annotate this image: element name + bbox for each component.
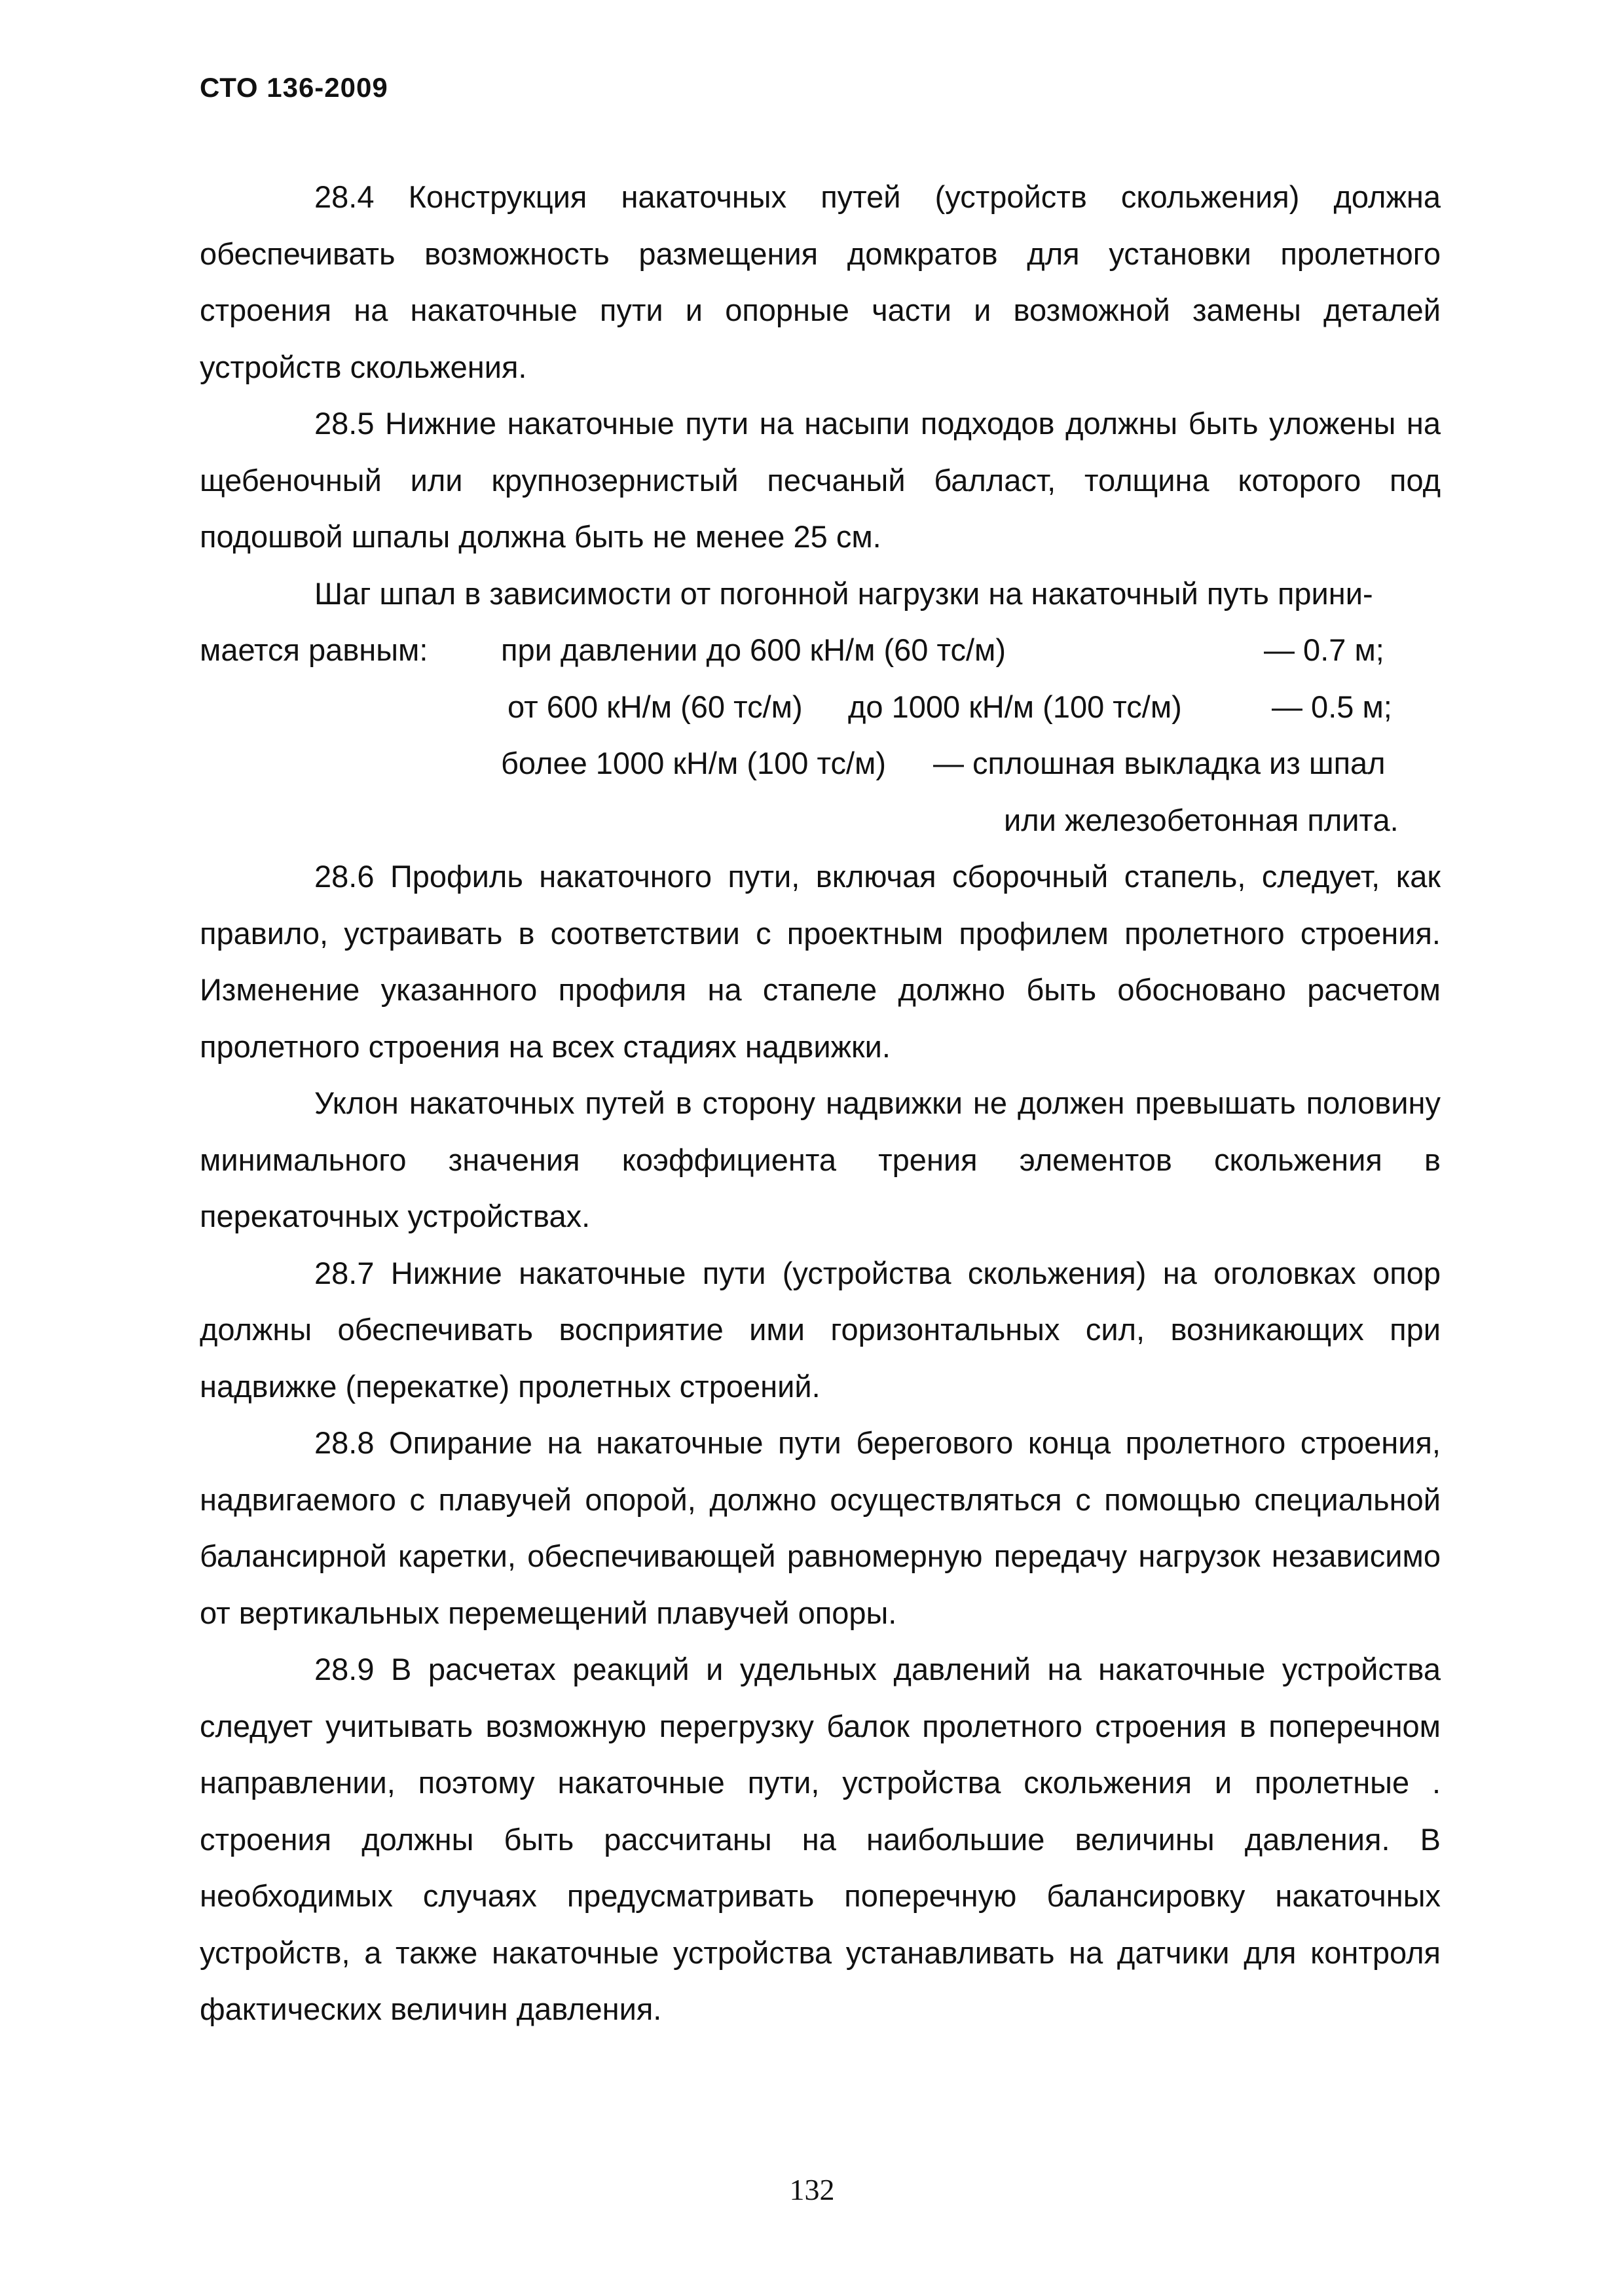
sleeper-row-3-condition: более 1000 кН/м (100 тс/м) — [501, 746, 886, 780]
sleeper-row-1 — [200, 622, 1441, 679]
page-number: 132 — [789, 2173, 835, 2206]
body-text — [200, 169, 1441, 2038]
paragraph-28-7: 28.7 Нижние накаточные пути (устройства скольжения) на оголовках опор должны обеспечивать восприятие ими горизонтальных сил, возникающих при надвижке (перекатке) пролетных строений. — [200, 1255, 1441, 1404]
sleeper-row-2-condition-a: от 600 кН/м (60 тс/м) — [507, 689, 803, 724]
sleeper-row-3 — [200, 735, 1441, 792]
sleeper-row-2-value: — 0.5 м; — [1272, 689, 1392, 724]
paragraph-28-9: 28.9 В расчетах реакций и удельных давлений на накаточные устройства следует учитывать возможную перегрузку балок пролетного строения в поперечном направлении, поэтому накаточные пути, устройства скольжения и пролетные . строения должны быть рассчитаны на наибольшие величины давления. В необходимых случаях предусматривать поперечную балансировку накаточных устройств, а также накаточные устройства устанавливать на датчики для контроля фактических величин давления. — [200, 1652, 1441, 2026]
sleeper-row-3-value: — сплошная выкладка из шпал — [933, 746, 1386, 780]
sleeper-row-4-value: или железобетонная плита. — [1004, 802, 1399, 837]
sleeper-row-1-value: — 0.7 м; — [1264, 632, 1384, 667]
document-code-header: СТО 136-2009 — [200, 72, 388, 103]
sleeper-spacing-intro: Шаг шпал в зависимости от погонной нагрузки на накаточный путь прини- — [314, 575, 1373, 611]
paragraph-28-8: 28.8 Опирание на накаточные пути берегового конца пролетного строения, надвигаемого с плавучей опорой, должно осуществляться с помощью специальной балансирной каретки, обеспечивающей равномерную передачу нагрузок независимо от вертикальных перемещений плавучей опоры. — [200, 1425, 1441, 1630]
sleeper-row-1-condition: при давлении до 600 кН/м (60 тс/м) — [501, 632, 1006, 667]
sleeper-spacing-table — [200, 622, 1441, 848]
paragraph-28-6-slope: Уклон накаточных путей в сторону надвижки не должен превышать половину минимального значения коэффициента трения элементов скольжения в перекаточных устройствах. — [200, 1085, 1441, 1233]
sleeper-row-1-lead: мается равным: — [200, 632, 428, 667]
sleeper-row-4 — [200, 792, 1441, 849]
sleeper-row-2 — [200, 679, 1441, 736]
paragraph-28-4: 28.4 Конструкция накаточных путей (устройств скольжения) должна обеспечивать возможность размещения домкратов для установки пролетного строения на накаточные пути и опорные части и возможной замены деталей устройств скольжения. — [200, 179, 1441, 384]
sleeper-row-2-condition-b: до 1000 кН/м (100 тс/м) — [848, 689, 1182, 724]
paragraph-28-5: 28.5 Нижние накаточные пути на насыпи подходов должны быть уложены на щебеночный или крупнозернистый песчаный балласт, толщина которого под подошвой шпалы должна быть не менее 25 см. — [200, 406, 1441, 554]
paragraph-28-6: 28.6 Профиль накаточного пути, включая сборочный стапель, следует, как правило, устраивать в соответствии с проектным профилем пролетного строения. Изменение указанного профиля на стапеле должно быть обосновано расчетом пролетного строения на всех стадиях надвижки. — [200, 859, 1441, 1064]
